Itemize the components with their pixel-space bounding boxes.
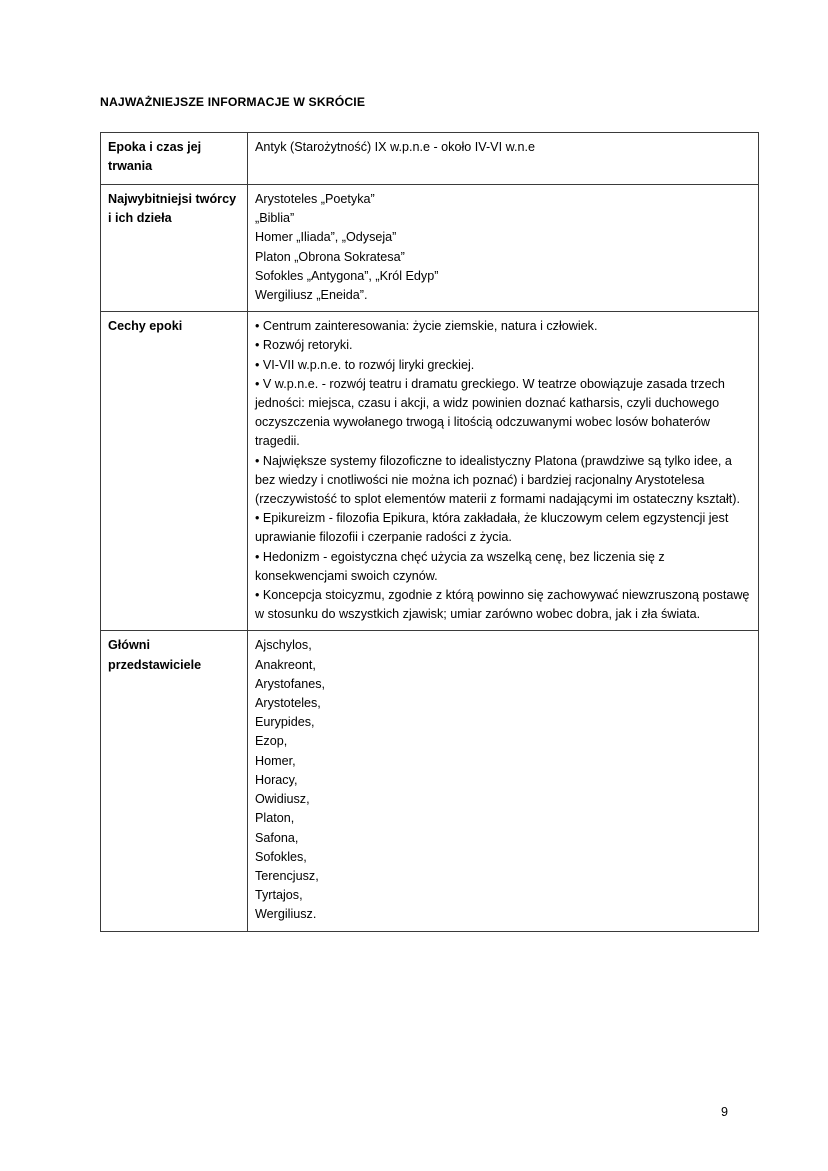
value-line: Arystoteles „Poetyka”: [255, 192, 375, 206]
bullet-item: • V w.p.n.e. - rozwój teatru i dramatu greckiego. W teatrze obowiązuje zasada trzech jedności: miejsca, czasu i akcji, a widz powinien doznać katharsis, czyli duchowego oczyszczenia wywołanego trwogą i litością odczuwanymi wobec losów bohaterów tragedii.: [255, 376, 729, 449]
bullet-item: • Epikureizm - filozofia Epikura, która zakładała, że kluczowym celem egzystencji jest uprawianie filozofii i czerpanie radości z życia.: [255, 511, 732, 545]
value-line: „Biblia”: [255, 211, 295, 226]
bullet-item: • Rozwój retoryki.: [255, 338, 353, 353]
bullet-item: • Hedonizm - egoistyczna chęć użycia za wszelką cenę, bez liczenia się z konsekwencjami swoich czynów.: [255, 549, 669, 583]
value-line: Eurypides,: [255, 715, 315, 730]
value-line: Ajschylos,: [255, 638, 312, 653]
value-line-list: [255, 138, 751, 157]
value-line: Arystoteles,: [255, 696, 321, 711]
bullet-item: • VI-VII w.p.n.e. to rozwój liryki greckiej.: [255, 357, 475, 372]
summary-table: [100, 132, 759, 932]
value-line: Platon „Obrona Sokratesa”: [255, 249, 405, 264]
value-line: Wergiliusz „Eneida”.: [255, 288, 368, 303]
table-row: [101, 133, 759, 185]
page-number: 9: [720, 1105, 728, 1119]
value-line: Tyrtajos,: [255, 888, 303, 903]
row-label-tworcy: Najwybitniejsi twórcy i ich dzieła: [101, 185, 248, 312]
value-line: Anakreont,: [255, 657, 316, 672]
row-label-epoka: Epoka i czas jej trwania: [101, 133, 248, 185]
value-line-list: [255, 190, 751, 305]
value-line: Platon,: [255, 811, 295, 826]
table-row: [101, 631, 759, 931]
bullet-item: • Centrum zainteresowania: życie ziemskie, natura i człowiek.: [255, 319, 598, 334]
page-title: NAJWAŻNIEJSZE INFORMACJE W SKRÓCIE: [100, 95, 366, 109]
row-value-przedstawiciele: [248, 631, 759, 931]
table-row: [101, 312, 759, 631]
bullet-item: • Koncepcja stoicyzmu, zgodnie z którą powinno się zachowywać niewzruszoną postawę w stosunku do wszystkich zjawisk; umiar zarówno wobec dobra, jak i zła świata.: [255, 588, 753, 622]
value-line: Sofokles,: [255, 849, 307, 864]
row-label-przedstawiciele: Główni przedstawiciele: [101, 631, 248, 931]
value-line-list: [255, 636, 751, 924]
value-line: Owidiusz,: [255, 792, 310, 807]
value-line: Horacy,: [255, 772, 298, 787]
row-value-tworcy: [248, 185, 759, 312]
value-line: Arystofanes,: [255, 676, 325, 691]
value-line: Homer „Iliada”, „Odyseja”: [255, 230, 397, 245]
value-line: Homer,: [255, 753, 296, 768]
value-line: Antyk (Starożytność) IX w.p.n.e - około IV-VI w.n.e: [255, 140, 535, 154]
value-line: Terencjusz,: [255, 868, 319, 883]
value-line: Safona,: [255, 830, 299, 845]
row-value-epoka: [248, 133, 759, 185]
value-line-list: [255, 317, 751, 624]
bullet-item: • Największe systemy filozoficzne to idealistyczny Platona (prawdziwe są tylko idee, a bez wiedzy i cnotliwości nie można ich poznać) i bardziej racjonalny Arystotelesa (rzeczywistość to splot elementów materii z formami nadającymi im ostateczny kształt).: [255, 453, 741, 507]
row-value-cechy: [248, 312, 759, 631]
row-label-cechy: Cechy epoki: [101, 312, 248, 631]
summary-table-body: [101, 133, 759, 932]
table-row: [101, 185, 759, 312]
value-line: Ezop,: [255, 734, 288, 749]
value-line: Wergiliusz.: [255, 907, 317, 922]
value-line: Sofokles „Antygona”, „Król Edyp”: [255, 268, 439, 283]
